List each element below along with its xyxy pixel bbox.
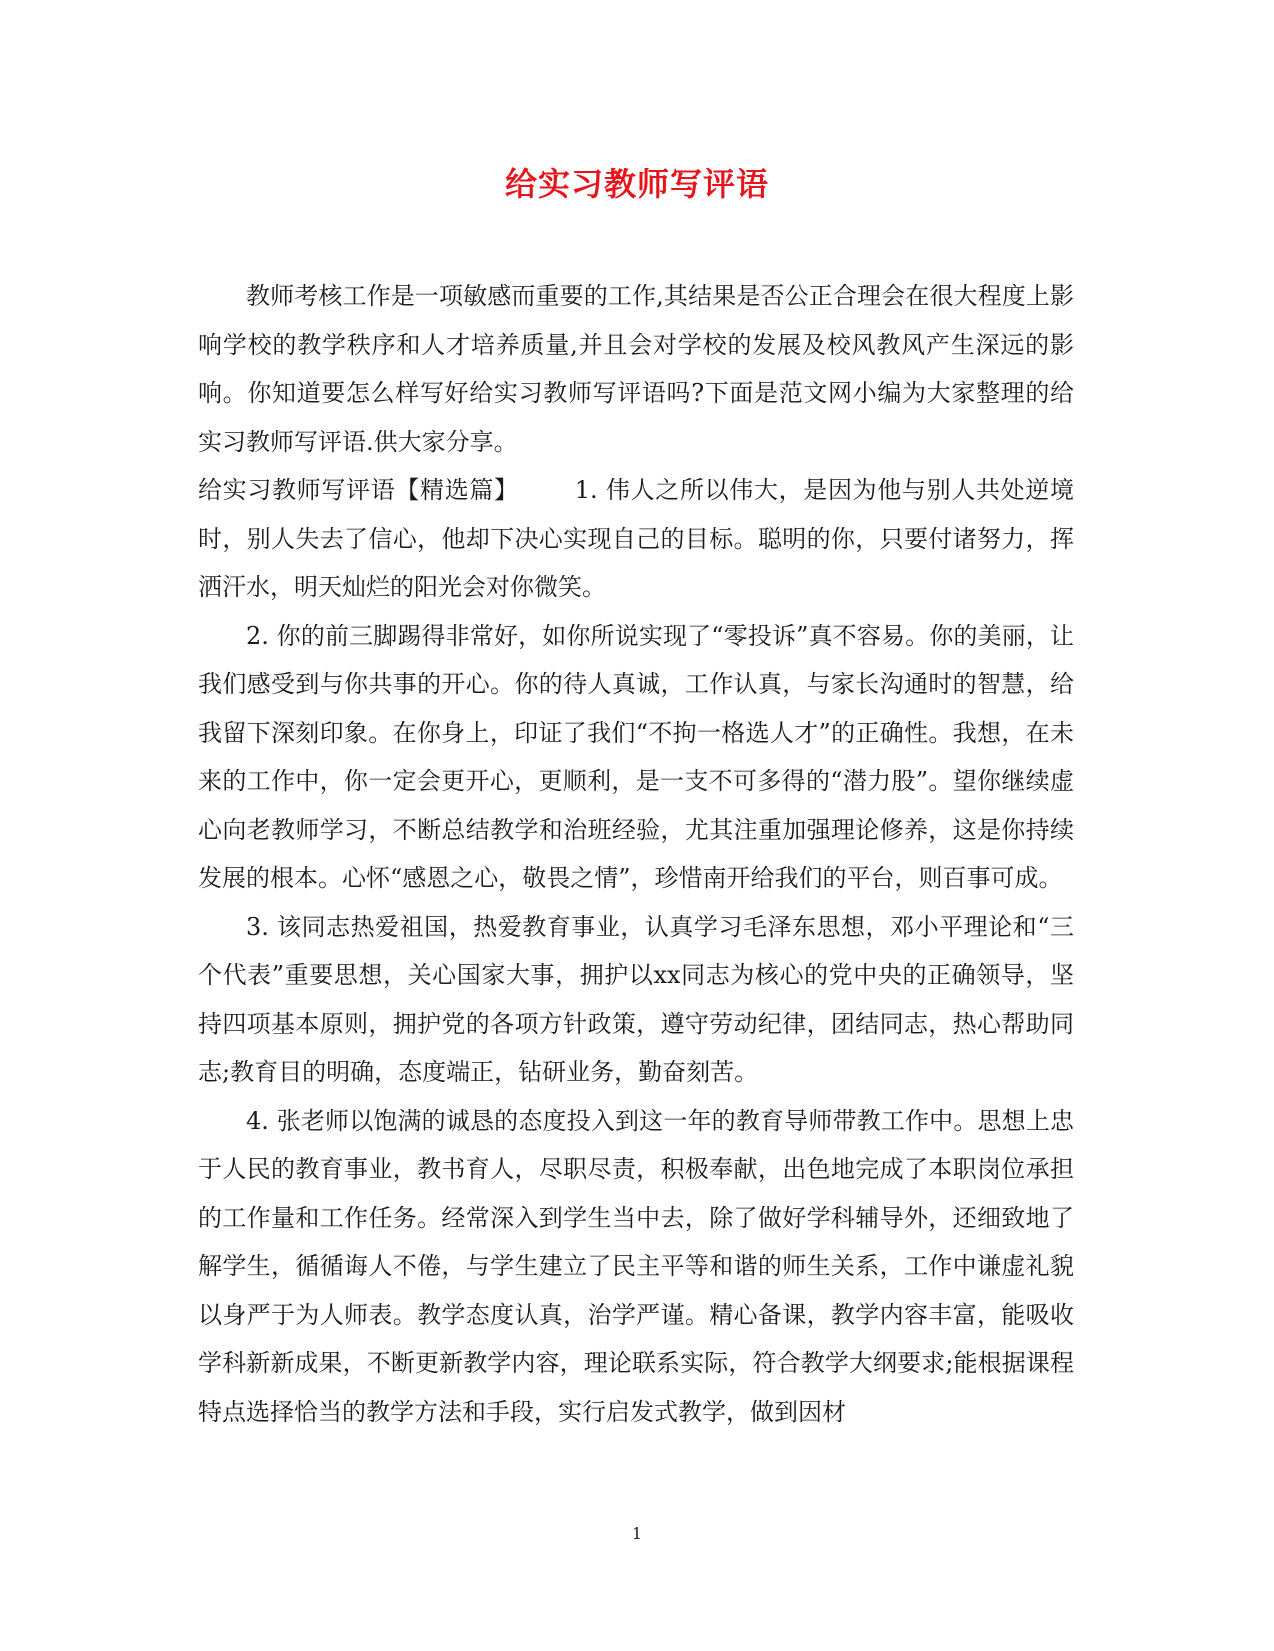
intro-paragraph: 教师考核工作是一项敏感而重要的工作,其结果是否公正合理会在很大程度上影响学校的教学秩序和人才培养质量,并且会对学校的发展及校风教风产生深远的影响。你知道要怎么样写好给实习教师写评语吗?下面是范文网小编为大家整理的给实习教师写评语.供大家分享。 bbox=[198, 282, 1074, 456]
item-2: 2. 你的前三脚踢得非常好，如你所说实现了“零投诉”真不容易。你的美丽，让我们感受到与你共事的开心。你的待人真诚，工作认真，与家长沟通时的智慧，给我留下深刻印象。在你身上，印证了我们“不拘一格选人才”的正确性。我想，在未来的工作中，你一定会更开心，更顺利，是一支不可多得的“潜力股”。望你继续虚心向老教师学习，不断总结教学和治班经验，尤其注重加强理论修养，这是你持续发展的根本。心怀“感恩之心，敬畏之情”，珍惜南开给我们的平台，则百事可成。 bbox=[198, 621, 1074, 892]
item-3: 3. 该同志热爱祖国，热爱教育事业，认真学习毛泽东思想，邓小平理论和“三个代表”重要思想，关心国家大事，拥护以xx同志为核心的党中央的正确领导，坚持四项基本原则，拥护党的各项方针政策，遵守劳动纪律，团结同志，热心帮助同志;教育目的明确，态度端正，钻研业务，勤奋刻苦。 bbox=[198, 912, 1074, 1086]
item-4: 4. 张老师以饱满的诚恳的态度投入到这一年的教育导师带教工作中。思想上忠于人民的教育事业，教书育人，尽职尽责，积极奉献，出色地完成了本职岗位承担的工作量和工作任务。经常深入到学生当中去，除了做好学科辅导外，还细致地了解学生，循循诲人不倦，与学生建立了民主平等和谐的师生关系，工作中谦虚礼貌以身严于为人师表。教学态度认真，治学严谨。精心备课，教学内容丰富，能吸收学科新新成果，不断更新教学内容，理论联系实际，符合教学大纲要求;能根据课程特点选择恰当的教学方法和手段，实行启发式教学，做到因材 bbox=[198, 1106, 1074, 1426]
section-heading: 给实习教师写评语【精选篇】 bbox=[198, 476, 519, 504]
document-body bbox=[198, 272, 1074, 1436]
document-title: 给实习教师写评语 bbox=[504, 165, 769, 203]
item-1: 1. 伟人之所以伟大，是因为他与别人共处逆境时，别人失去了信心，他却下决心实现自己的目标。聪明的你，只要付诸努力，挥洒汗水，明天灿烂的阳光会对你微笑。 bbox=[198, 476, 1075, 601]
section-paragraph bbox=[198, 466, 1074, 612]
page-number: 1 bbox=[631, 1524, 643, 1543]
